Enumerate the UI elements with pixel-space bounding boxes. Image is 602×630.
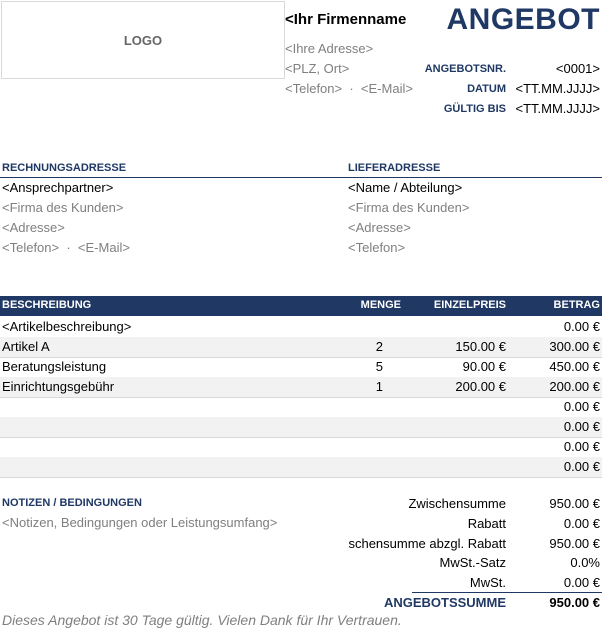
table-row xyxy=(0,357,602,378)
separator-dot: · xyxy=(349,81,354,96)
notes-heading: NOTIZEN / BEDINGUNGEN xyxy=(2,497,142,509)
company-name: <Ihr Firmenname xyxy=(285,11,407,28)
company-contact-line xyxy=(285,81,413,96)
notes-text: <Notizen, Bedingungen oder Leistungsumfang> xyxy=(2,515,278,530)
table-row xyxy=(0,317,602,338)
row-unit-price: 200.00 € xyxy=(455,379,506,394)
quote-number-value: <0001> xyxy=(555,61,600,76)
table-row xyxy=(0,337,602,358)
row-quantity: 1 xyxy=(375,379,383,394)
company-address: <Ihre Adresse> xyxy=(285,41,374,56)
total-value: 950.00 € xyxy=(549,595,600,610)
row-amount: 0.00 € xyxy=(563,419,600,434)
shipping-address: <Adresse> xyxy=(348,220,411,235)
table-row xyxy=(0,377,602,398)
column-description: BESCHREIBUNG xyxy=(2,299,92,311)
logo-placeholder xyxy=(1,1,285,79)
company-zip-city: <PLZ, Ort> xyxy=(285,61,350,76)
billing-contact-line xyxy=(2,240,130,255)
address-divider xyxy=(0,177,602,178)
table-row xyxy=(0,397,602,418)
column-quantity: MENGE xyxy=(360,299,401,311)
line-items-header xyxy=(0,296,602,316)
row-unit-price: 90.00 € xyxy=(462,359,506,374)
row-amount: 300.00 € xyxy=(549,339,600,354)
row-amount: 450.00 € xyxy=(549,359,600,374)
shipping-phone: <Telefon> xyxy=(348,240,406,255)
billing-contact: <Ansprechpartner> xyxy=(2,180,114,195)
row-quantity: 5 xyxy=(375,359,383,374)
company-phone: <Telefon> xyxy=(285,81,343,96)
valid-until-value: <TT.MM.JJJJ> xyxy=(515,101,600,116)
footer-note: Dieses Angebot ist 30 Tage gültig. Vielen Dank für Ihr Vertrauen. xyxy=(2,612,402,628)
shipping-name: <Name / Abteilung> xyxy=(348,180,463,195)
tax-rate-value: 0.0% xyxy=(570,555,600,570)
row-description: Beratungsleistung xyxy=(2,359,107,374)
billing-address: <Adresse> xyxy=(2,220,65,235)
row-amount: 0.00 € xyxy=(563,399,600,414)
table-row xyxy=(0,417,602,438)
valid-until-label: GÜLTIG BIS xyxy=(443,103,506,115)
tax-rate-label: MwSt.-Satz xyxy=(439,555,506,570)
logo-text: LOGO xyxy=(123,32,163,48)
billing-company: <Firma des Kunden> xyxy=(2,200,124,215)
row-quantity: 2 xyxy=(375,339,383,354)
date-label: DATUM xyxy=(467,83,506,95)
discount-value: 0.00 € xyxy=(563,516,600,531)
table-row xyxy=(0,457,602,478)
separator-dot: · xyxy=(66,240,71,255)
date-value: <TT.MM.JJJJ> xyxy=(515,81,600,96)
row-amount: 0.00 € xyxy=(563,459,600,474)
row-amount: 200.00 € xyxy=(549,379,600,394)
tax-label: MwSt. xyxy=(469,575,506,590)
company-email: <E-Mail> xyxy=(360,81,413,96)
after-discount-value: 950.00 € xyxy=(549,536,600,551)
row-description: Einrichtungsgebühr xyxy=(2,379,115,394)
subtotal-label: Zwischensumme xyxy=(408,496,506,511)
document-title: ANGEBOT xyxy=(446,3,600,36)
total-divider xyxy=(412,592,602,593)
column-unit-price: EINZELPREIS xyxy=(433,299,506,311)
after-discount-label: schensumme abzgl. Rabatt xyxy=(348,536,506,551)
billing-email: <E-Mail> xyxy=(77,240,130,255)
total-label: ANGEBOTSSUMME xyxy=(383,595,506,610)
quote-number-label: ANGEBOTSNR. xyxy=(424,63,506,75)
tax-value: 0.00 € xyxy=(563,575,600,590)
shipping-company: <Firma des Kunden> xyxy=(348,200,470,215)
discount-label: Rabatt xyxy=(467,516,506,531)
table-row xyxy=(0,437,602,458)
row-amount: 0.00 € xyxy=(563,439,600,454)
column-amount: BETRAG xyxy=(553,299,600,311)
row-description: Artikel A xyxy=(2,339,50,354)
row-amount: 0.00 € xyxy=(563,319,600,334)
billing-phone: <Telefon> xyxy=(2,240,60,255)
row-unit-price: 150.00 € xyxy=(455,339,506,354)
shipping-heading: LIEFERADRESSE xyxy=(348,162,441,174)
row-description: <Artikelbeschreibung> xyxy=(2,319,132,334)
billing-heading: RECHNUNGSADRESSE xyxy=(2,162,127,174)
subtotal-value: 950.00 € xyxy=(549,496,600,511)
